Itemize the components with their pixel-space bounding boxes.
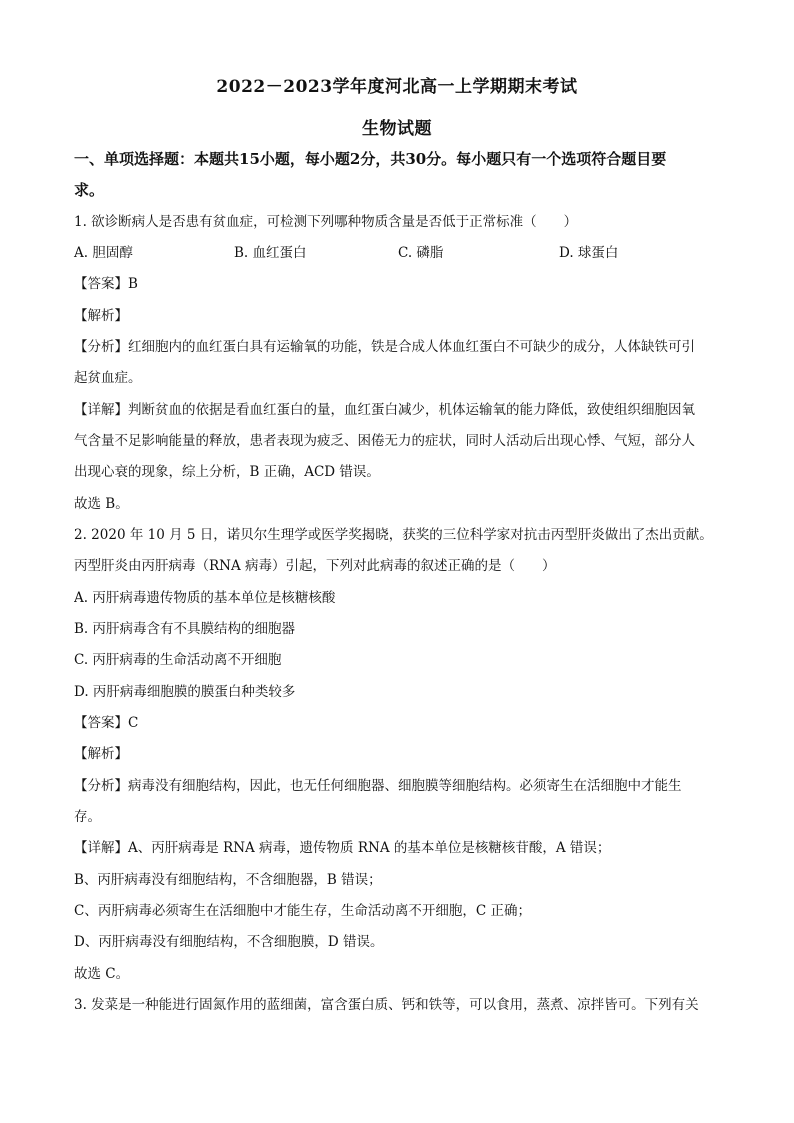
q2-xiangjie-line-3: C、丙肝病毒必须寄生在活细胞中才能生存，生命活动离不开细胞，C 正确； — [74, 903, 531, 919]
q1-option-d: D. 球蛋白 — [559, 245, 619, 261]
q1-answer: 【答案】B — [74, 276, 138, 292]
q2-stem-line-1: 2. 2020 年 10 月 5 日，诺贝尔生理学或医学奖揭晓，获奖的三位科学家对抗击丙型肝炎做出了杰出贡献。 — [74, 527, 713, 543]
q1-xiangjie-line-3: 出现心衰的现象，综上分析，B 正确，ACD 错误。 — [74, 464, 380, 480]
q1-fenxi-line-1: 【分析】红细胞内的血红蛋白具有运输氧的功能，铁是合成人体血红蛋白不可缺少的成分，人体缺铁可引 — [74, 339, 695, 355]
q1-conclusion: 故选 B。 — [74, 496, 129, 512]
exam-subtitle: 生物试题 — [362, 119, 432, 139]
q1-xiangjie-line-1: 【详解】判断贫血的依据是看血红蛋白的量，血红蛋白减少，机体运输氧的能力降低，致使组织细胞因氧 — [74, 402, 695, 418]
q2-option-d: D. 丙肝病毒细胞膜的膜蛋白种类较多 — [74, 684, 296, 700]
q2-xiangjie-line-1: 【详解】A、丙肝病毒是 RNA 病毒，遗传物质 RNA 的基本单位是核糖核苷酸，A 错误； — [74, 840, 611, 856]
q1-analysis-label: 【解析】 — [74, 308, 128, 324]
q2-xiangjie-line-4: D、丙肝病毒没有细胞结构，不含细胞膜，D 错误。 — [74, 934, 384, 950]
q2-analysis-label: 【解析】 — [74, 746, 128, 762]
exam-title: 2022－2023学年度河北高一上学期期末考试 — [216, 77, 578, 97]
q2-answer: 【答案】C — [74, 715, 139, 731]
q2-fenxi-line-2: 存。 — [74, 809, 101, 825]
q1-xiangjie-line-2: 气含量不足影响能量的释放，患者表现为疲乏、困倦无力的症状，同时人活动后出现心悸、气短，部分人 — [74, 433, 695, 449]
q2-option-b: B. 丙肝病毒含有不具膜结构的细胞器 — [74, 621, 296, 637]
q1-option-c: C. 磷脂 — [398, 245, 444, 261]
q3-stem-line-1: 3. 发菜是一种能进行固氮作用的蓝细菌，富含蛋白质、钙和铁等，可以食用，蒸煮、凉拌皆可。下列有关 — [74, 997, 699, 1013]
section-heading-line-1: 一、单项选择题：本题共15小题，每小题2分，共30分。每小题只有一个选项符合题目要 — [74, 150, 667, 168]
q1-fenxi-line-2: 起贫血症。 — [74, 370, 142, 386]
q2-fenxi-line-1: 【分析】病毒没有细胞结构，因此，也无任何细胞器、细胞膜等细胞结构。必须寄生在活细胞中才能生 — [74, 778, 682, 794]
q2-xiangjie-line-2: B、丙肝病毒没有细胞结构，不含细胞器，B 错误； — [74, 872, 382, 888]
q2-stem-line-2: 丙型肝炎由丙肝病毒（RNA 病毒）引起，下列对此病毒的叙述正确的是（ ） — [74, 558, 556, 574]
section-heading-line-2: 求。 — [74, 181, 105, 199]
q1-stem: 1. 欲诊断病人是否患有贫血症，可检测下列哪种物质含量是否低于正常标准（ ） — [74, 214, 578, 230]
q1-option-a: A. 胆固醇 — [74, 245, 133, 261]
q2-option-a: A. 丙肝病毒遗传物质的基本单位是核糖核酸 — [74, 590, 336, 606]
q1-option-b: B. 血红蛋白 — [234, 245, 307, 261]
q2-conclusion: 故选 C。 — [74, 966, 130, 982]
q2-option-c: C. 丙肝病毒的生命活动离不开细胞 — [74, 652, 282, 668]
